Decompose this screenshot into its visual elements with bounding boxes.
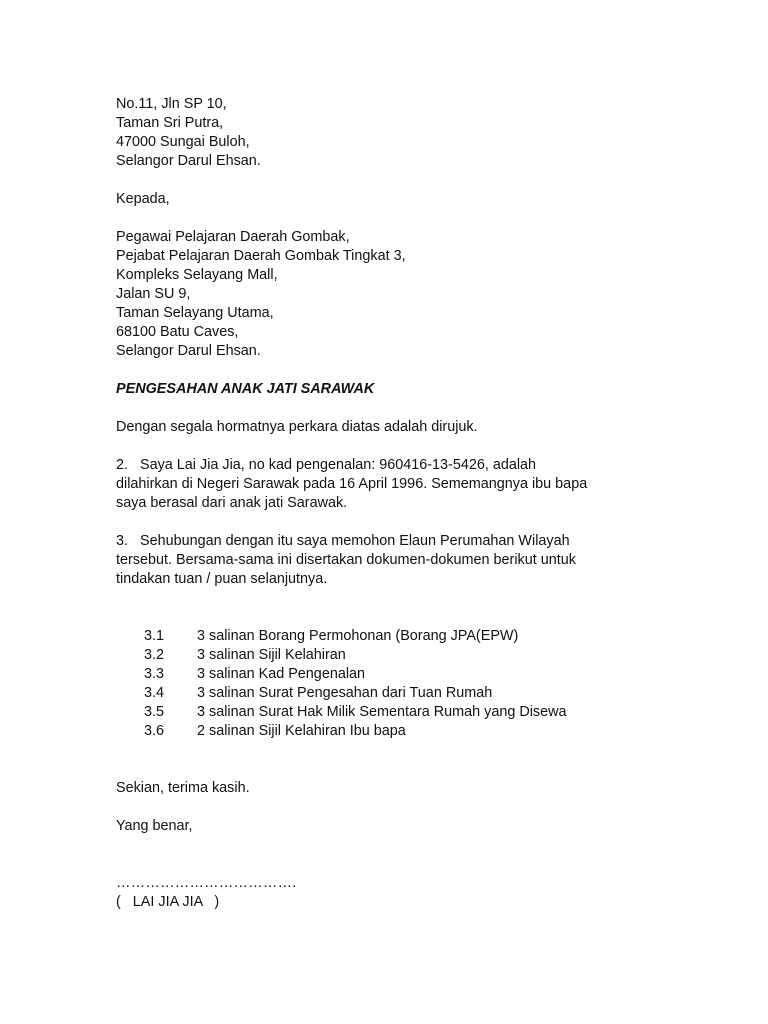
signature-line: ……………………………….: [116, 875, 297, 891]
list-item-number: 3.6: [144, 723, 165, 739]
list-item-number: 3.1: [144, 628, 165, 644]
paragraph-line: 2. Saya Lai Jia Jia, no kad pengenalan: 960416-13-5426, adalah: [116, 457, 537, 473]
list-item: [144, 665, 736, 684]
paragraph-2: [116, 456, 736, 513]
sender-address: [116, 95, 736, 171]
sender-address-line: Selangor Darul Ehsan.: [116, 153, 261, 169]
recipient-address-line: Taman Selayang Utama,: [116, 305, 274, 321]
closing-line: Sekian, terima kasih.: [116, 780, 250, 796]
sender-address-line: 47000 Sungai Buloh,: [116, 134, 250, 150]
recipient-address: [116, 228, 736, 361]
list-item-number: 3.4: [144, 685, 165, 701]
list-item-text: 3 salinan Kad Pengenalan: [197, 666, 366, 682]
sender-address-line: No.11, Jln SP 10,: [116, 96, 227, 112]
subject-title: PENGESAHAN ANAK JATI SARAWAK: [116, 381, 375, 397]
recipient-address-line: Jalan SU 9,: [116, 286, 191, 302]
paragraph-line: dilahirkan di Negeri Sarawak pada 16 April 1996. Sememangnya ibu bapa: [116, 476, 588, 492]
list-item-text: 3 salinan Surat Pengesahan dari Tuan Rumah: [197, 685, 493, 701]
list-item-number: 3.5: [144, 704, 165, 720]
list-item-text: 3 salinan Surat Hak Milik Sementara Rumah yang Disewa: [197, 704, 567, 720]
list-item: [144, 684, 736, 703]
paragraph-line: 3. Sehubungan dengan itu saya memohon Elaun Perumahan Wilayah: [116, 533, 570, 549]
list-item: [144, 722, 736, 741]
recipient-address-line: Kompleks Selayang Mall,: [116, 267, 278, 283]
list-item-number: 3.2: [144, 647, 165, 663]
recipient-address-line: 68100 Batu Caves,: [116, 324, 239, 340]
paragraph-line: tindakan tuan / puan selanjutnya.: [116, 571, 328, 587]
list-item-number: 3.3: [144, 666, 165, 682]
list-item-text: 3 salinan Borang Permohonan (Borang JPA(EPW): [197, 628, 519, 644]
salutation-to: Kepada,: [116, 191, 170, 207]
list-item-text: 2 salinan Sijil Kelahiran Ibu bapa: [197, 723, 406, 739]
letter-page: [116, 95, 736, 912]
paragraph-3: [116, 532, 736, 589]
list-item: [144, 627, 736, 646]
list-item-text: 3 salinan Sijil Kelahiran: [197, 647, 346, 663]
paragraph-line: saya berasal dari anak jati Sarawak.: [116, 495, 348, 511]
list-item: [144, 703, 736, 722]
signatory-name: ( LAI JIA JIA ): [116, 894, 220, 910]
opening-paragraph: Dengan segala hormatnya perkara diatas adalah dirujuk.: [116, 419, 478, 435]
list-item: [144, 646, 736, 665]
sender-address-line: Taman Sri Putra,: [116, 115, 224, 131]
recipient-address-line: Pejabat Pelajaran Daerah Gombak Tingkat 3,: [116, 248, 406, 264]
recipient-address-line: Pegawai Pelajaran Daerah Gombak,: [116, 229, 350, 245]
sign-off: Yang benar,: [116, 818, 193, 834]
attachment-list: [144, 627, 736, 741]
paragraph-line: tersebut. Bersama-sama ini disertakan dokumen-dokumen berikut untuk: [116, 552, 576, 568]
recipient-address-line: Selangor Darul Ehsan.: [116, 343, 261, 359]
